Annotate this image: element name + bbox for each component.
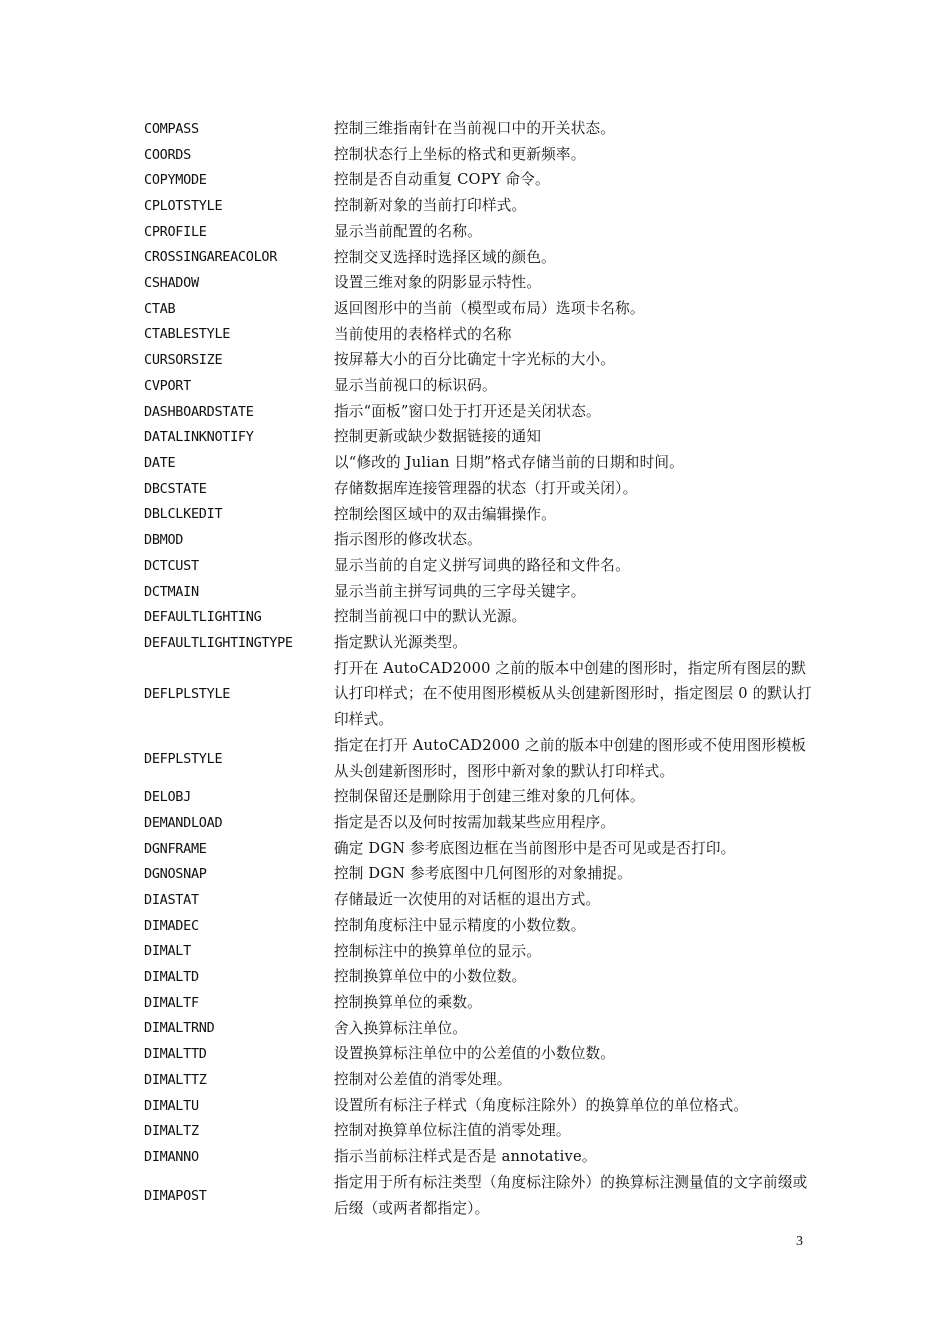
page-number: 3 <box>796 1234 803 1249</box>
variable-name: CPROFILE <box>144 223 207 240</box>
variable-name: DIMALTTD <box>144 1046 207 1063</box>
variable-name: DEMANDLOAD <box>144 814 223 831</box>
list-item <box>144 810 814 836</box>
variable-description: 指定在打开 AutoCAD2000 之前的版本中创建的图形或不使用图形模板从头创建新图形时，图形中新对象的默认打印样式。 <box>334 736 807 780</box>
variable-name: DATALINKNOTIFY <box>144 429 254 446</box>
variable-name: DGNOSNAP <box>144 866 207 883</box>
list-item <box>144 1170 814 1221</box>
variable-description: 控制对换算单位标注值的消零处理。 <box>334 1122 571 1140</box>
list-item <box>144 424 814 450</box>
variable-name: DCTCUST <box>144 557 199 574</box>
variable-name: DIMAPOST <box>144 1187 207 1204</box>
variable-name: DIMALTTZ <box>144 1071 207 1088</box>
variable-name: DIMANNO <box>144 1148 199 1165</box>
list-item <box>144 1016 814 1042</box>
variable-name: DIMALTU <box>144 1097 199 1114</box>
variable-description: 控制角度标注中显示精度的小数位数。 <box>334 916 586 934</box>
variable-name: DIMALTD <box>144 969 199 986</box>
variable-name: DATE <box>144 454 176 471</box>
list-item <box>144 1041 814 1067</box>
list-item <box>144 784 814 810</box>
variable-name: DCTMAIN <box>144 583 199 600</box>
variable-name: DGNFRAME <box>144 840 207 857</box>
list-item <box>144 476 814 502</box>
list-item <box>144 553 814 579</box>
variable-description: 指定用于所有标注类型（角度标注除外）的换算标注测量值的文字前缀或后缀（或两者都指定）。 <box>334 1173 808 1217</box>
variable-description: 指示当前标注样式是否是 annotative。 <box>334 1148 597 1166</box>
list-item <box>144 347 814 373</box>
variable-description: 控制换算单位中的小数位数。 <box>334 968 527 986</box>
list-item <box>144 990 814 1016</box>
variable-list <box>144 116 814 1221</box>
list-item <box>144 861 814 887</box>
variable-description: 显示当前视口的标识码。 <box>334 377 497 395</box>
variable-name: COORDS <box>144 146 191 163</box>
variable-name: DBLCLKEDIT <box>144 506 223 523</box>
variable-name: DBMOD <box>144 532 184 549</box>
variable-description: 控制 DGN 参考底图中几何图形的对象捕捉。 <box>334 865 632 883</box>
list-item <box>144 219 814 245</box>
variable-description: 指定默认光源类型。 <box>334 634 468 652</box>
variable-description: 存储最近一次使用的对话框的退出方式。 <box>334 891 601 909</box>
list-item <box>144 939 814 965</box>
list-item <box>144 502 814 528</box>
variable-name: DEFAULTLIGHTINGTYPE <box>144 634 293 651</box>
variable-name: DASHBOARDSTATE <box>144 403 254 420</box>
list-item <box>144 142 814 168</box>
list-item <box>144 450 814 476</box>
variable-name: DIMALTRND <box>144 1020 215 1037</box>
variable-name: CPLOTSTYLE <box>144 197 223 214</box>
list-item <box>144 1067 814 1093</box>
list-item <box>144 1118 814 1144</box>
list-item <box>144 913 814 939</box>
variable-description: 舍入换算标注单位。 <box>334 1019 468 1037</box>
list-item <box>144 245 814 271</box>
variable-description: 存储数据库连接管理器的状态（打开或关闭）。 <box>334 479 638 497</box>
list-item <box>144 579 814 605</box>
variable-description: 按屏幕大小的百分比确定十字光标的大小。 <box>334 351 616 369</box>
variable-description: 指示“面板”窗口处于打开还是关闭状态。 <box>334 402 601 420</box>
variable-description: 显示当前配置的名称。 <box>334 222 482 240</box>
variable-description: 设置换算标注单位中的公差值的小数位数。 <box>334 1045 616 1063</box>
variable-name: DEFPLSTYLE <box>144 750 223 767</box>
variable-description: 显示当前主拼写词典的三字母关键字。 <box>334 582 586 600</box>
variable-description: 控制交叉选择时选择区域的颜色。 <box>334 248 556 266</box>
list-item <box>144 322 814 348</box>
list-item <box>144 373 814 399</box>
variable-description: 控制当前视口中的默认光源。 <box>334 608 527 626</box>
variable-description: 指定是否以及何时按需加载某些应用程序。 <box>334 813 616 831</box>
variable-name: DIMADEC <box>144 917 199 934</box>
variable-name: DIMALT <box>144 943 191 960</box>
variable-description: 设置三维对象的阴影显示特性。 <box>334 274 542 292</box>
list-item <box>144 964 814 990</box>
variable-description: 控制状态行上坐标的格式和更新频率。 <box>334 145 586 163</box>
variable-name: COPYMODE <box>144 172 207 189</box>
variable-name: CSHADOW <box>144 275 199 292</box>
variable-name: CVPORT <box>144 377 191 394</box>
variable-description: 控制保留还是删除用于创建三维对象的几何体。 <box>334 788 645 806</box>
list-item <box>144 656 814 733</box>
variable-description: 返回图形中的当前（模型或布局）选项卡名称。 <box>334 299 645 317</box>
variable-description: 控制标注中的换算单位的显示。 <box>334 942 542 960</box>
variable-name: CURSORSIZE <box>144 352 223 369</box>
variable-name: DIMALTF <box>144 994 199 1011</box>
variable-name: DIMALTZ <box>144 1123 199 1140</box>
variable-description: 设置所有标注子样式（角度标注除外）的换算单位的单位格式。 <box>334 1096 749 1114</box>
list-item <box>144 836 814 862</box>
variable-description: 指示图形的修改状态。 <box>334 531 482 549</box>
variable-description: 打开在 AutoCAD2000 之前的版本中创建的图形时，指定所有图层的默认打印样式；在不使用图形模板从头创建新图形时，指定图层 0 的默认打印样式。 <box>334 659 812 729</box>
list-item <box>144 733 814 784</box>
list-item <box>144 193 814 219</box>
variable-name: DBCSTATE <box>144 480 207 497</box>
list-item <box>144 399 814 425</box>
variable-name: CTABLESTYLE <box>144 326 231 343</box>
variable-description: 控制新对象的当前打印样式。 <box>334 197 527 215</box>
variable-description: 控制是否自动重复 COPY 命令。 <box>334 171 550 189</box>
variable-description: 控制换算单位的乘数。 <box>334 993 482 1011</box>
variable-name: DIASTAT <box>144 891 199 908</box>
variable-description: 以“修改的 Julian 日期”格式存储当前的日期和时间。 <box>334 454 684 472</box>
list-item <box>144 887 814 913</box>
variable-name: CROSSINGAREACOLOR <box>144 249 278 266</box>
list-item <box>144 527 814 553</box>
variable-description: 控制绘图区域中的双击编辑操作。 <box>334 505 556 523</box>
variable-description: 控制三维指南针在当前视口中的开关状态。 <box>334 120 616 137</box>
list-item <box>144 167 814 193</box>
list-item <box>144 116 814 142</box>
variable-name: DELOBJ <box>144 789 191 806</box>
list-item <box>144 604 814 630</box>
list-item <box>144 630 814 656</box>
variable-description: 显示当前的自定义拼写词典的路径和文件名。 <box>334 556 630 574</box>
variable-description: 控制对公差值的消零处理。 <box>334 1071 512 1089</box>
list-item <box>144 296 814 322</box>
variable-name: COMPASS <box>144 120 199 137</box>
variable-name: DEFLPLSTYLE <box>144 686 231 703</box>
list-item <box>144 1144 814 1170</box>
list-item <box>144 270 814 296</box>
variable-description: 确定 DGN 参考底图边框在当前图形中是否可见或是否打印。 <box>334 839 736 857</box>
variable-name: CTAB <box>144 300 176 317</box>
variable-description: 当前使用的表格样式的名称 <box>334 325 512 343</box>
list-item <box>144 1093 814 1119</box>
variable-name: DEFAULTLIGHTING <box>144 609 262 626</box>
variable-description: 控制更新或缺少数据链接的通知 <box>334 428 542 446</box>
